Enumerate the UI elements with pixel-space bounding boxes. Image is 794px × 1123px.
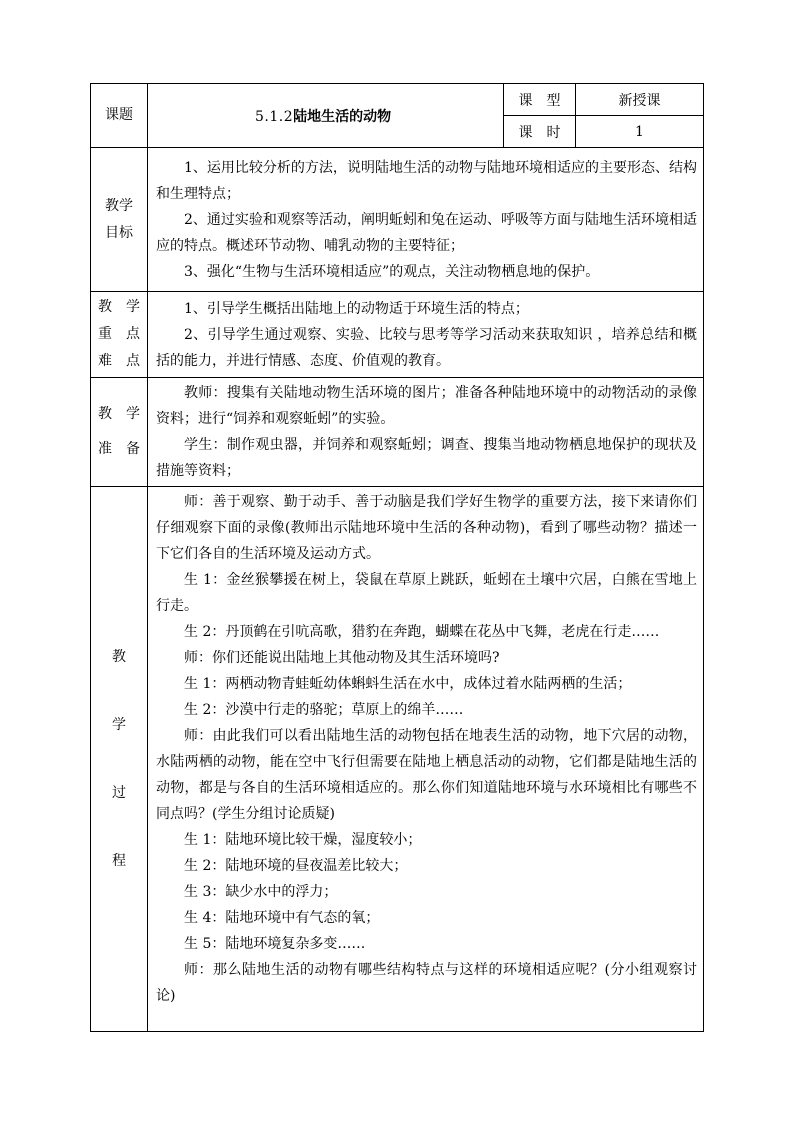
key-points-label-line3: 难 点 [98,353,140,369]
process-content [148,487,704,1032]
dialogue-line: 生 2：沙漠中行走的骆驼；草原上的绵羊…… [184,702,464,718]
dialogue-line: 生 2：丹顶鹤在引吭高歌，猎豹在奔跑，蝴蝶在花丛中飞舞，老虎在行走…… [184,624,660,640]
process-row [91,487,704,1032]
preparation-item: 教师：搜集有关陆地动物生活环境的图片；准备各种陆地环境中的动物活动的录像资料；进行“饲养和观察蚯蚓”的实验。 [156,385,697,427]
hours-label: 课 时 [504,116,576,148]
dialogue-line: 生 1：陆地环境比较干燥，湿度较小； [184,832,422,848]
dialogue-line: 师：由此我们可以看出陆地生活的动物包括在地表生活的动物，地下穴居的动物，水陆两栖的动物，能在空中飞行但需要在陆地上栖息活动的动物，它们都是陆地生活的动物，都是与各自的生活环境相适应的。那么你们知道陆地环境与水环境相比有哪些不同点吗？(学生分组讨论质疑) [156,728,697,822]
objectives-content [148,148,704,292]
objectives-label-line1: 教学 [105,197,133,214]
objective-item: 3、强化“生物与生活环境相适应”的观点，关注动物栖息地的保护。 [184,263,600,280]
dialogue-line: 生 4：陆地环境中有气态的氧； [184,910,380,926]
process-label [91,487,148,1032]
dialogue-line: 生 1：金丝猴攀援在树上，袋鼠在草原上跳跃，蚯蚓在土壤中穴居，白熊在雪地上行走。 [156,572,697,614]
objectives-label-line2: 目标 [105,224,133,241]
preparation-content [148,378,704,487]
topic-title: 陆地生活的动物 [293,108,392,125]
key-points-content [148,292,704,378]
preparation-row [91,378,704,487]
key-points-label-line1: 教 学 [98,299,140,315]
process-label-char: 过 [112,785,126,801]
preparation-item: 学生：制作观虫器，并饲养和观察蚯蚓；调查、搜集当地动物栖息地保护的现状及措施等资料； [156,437,697,479]
dialogue-line: 生 1：两栖动物青蛙蚯幼体蝌蚪生活在水中，成体过着水陆两栖的生活； [184,676,632,692]
process-label-char: 程 [112,853,126,869]
preparation-label [91,378,148,487]
lesson-plan-page [90,83,703,1032]
key-points-label [91,292,148,378]
topic-number: 5.1.2 [255,108,294,125]
process-label-char: 学 [112,717,126,733]
key-point-item: 2、引导学生通过观察、实验、比较与思考等学习活动来获取知识 ，培养总结和概括的能力，并进行情感、态度、价值观的教育。 [156,326,697,369]
lesson-plan-table [90,83,704,1032]
key-points-row [91,292,704,378]
dialogue-line: 生 2：陆地环境的昼夜温差比较大； [184,858,408,874]
key-points-label-line2: 重 点 [98,326,140,342]
process-label-char: 教 [112,649,126,665]
dialogue-line: 师：那么陆地生活的动物有哪些结构特点与这样的环境相适应呢？(分小组观察讨论) [156,962,697,1004]
dialogue-line: 生 5：陆地环境复杂多变…… [184,936,366,952]
header-row-type [91,84,704,116]
objective-item: 1、运用比较分析的方法，说明陆地生活的动物与陆地环境相适应的主要形态、结构和生理特点； [156,159,697,202]
key-point-item: 1、引导学生概括出陆地上的动物适于环境生活的特点； [184,300,529,317]
preparation-label-line1: 教 学 [98,406,140,422]
dialogue-line: 师：善于观察、勤于动手、善于动脑是我们学好生物学的重要方法，接下来请你们仔细观察下面的录像(教师出示陆地环境中生活的各种动物)，看到了哪些动物？描述一下它们各自的生活环境及运动方式。 [156,494,697,562]
type-label: 课 型 [504,84,576,116]
objectives-row [91,148,704,292]
dialogue-line: 师：你们还能说出陆地上其他动物及其生活环境吗? [184,650,500,666]
topic-title-cell [148,84,504,148]
topic-label: 课题 [91,84,148,148]
type-value: 新授课 [576,84,704,116]
preparation-label-line2: 准 备 [98,441,140,457]
objective-item: 2、通过实验和观察等活动，阐明蚯蚓和兔在运动、呼吸等方面与陆地生活环境相适应的特点。概述环节动物、哺乳动物的主要特征； [156,211,697,254]
hours-value: 1 [576,116,704,148]
dialogue-line: 生 3：缺少水中的浮力； [184,884,338,900]
objectives-label [91,148,148,292]
